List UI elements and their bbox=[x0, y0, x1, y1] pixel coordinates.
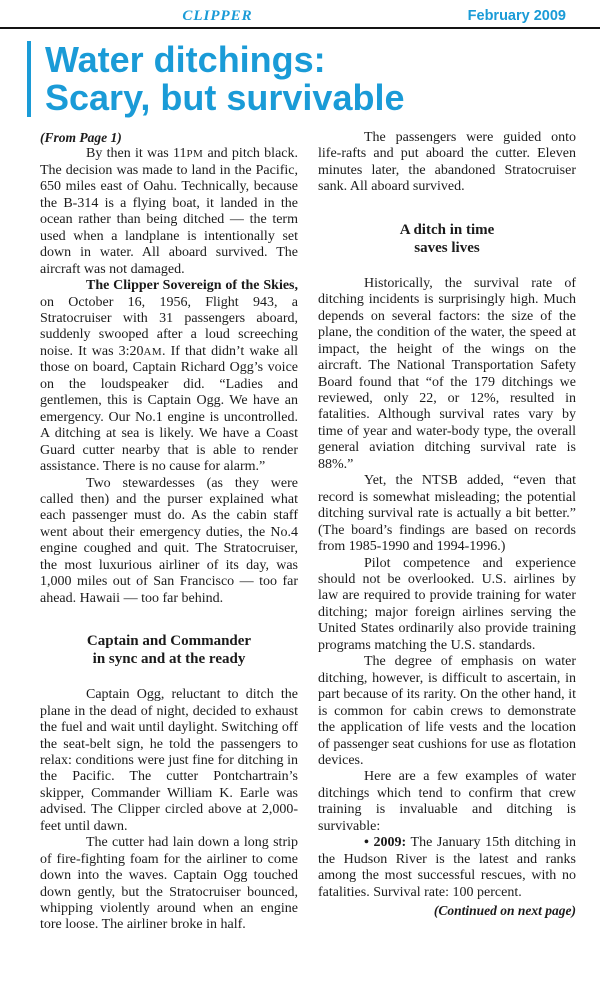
left-column bbox=[40, 130, 298, 934]
title-accent-bar bbox=[27, 41, 31, 117]
paragraph: The passengers were guided onto life-rafts and put aboard the cutter. Eleven minutes later, the abandoned Stratocruiser sank. All aboard survived. bbox=[318, 130, 576, 195]
masthead-title: CLIPPER bbox=[182, 8, 253, 24]
article-title-line1: Water ditchings: bbox=[45, 39, 326, 80]
issue-date: February 2009 bbox=[467, 8, 566, 24]
page-note: (Continued on next page) bbox=[433, 903, 576, 919]
paragraph: Captain Ogg, reluctant to ditch the plane in the dead of night, decided to exhaust the fuel and wait until daylight. Switching off the seat-belt sign, he told the passengers to relax: conditions were just fine for ditching in the Pacific. The cutter Pontchartrain’s skipper, Commander William K. Earle was advised. The Clipper circled above at 2,000-feet until dawn. bbox=[40, 687, 298, 834]
article-title-line2: Scary, but survivable bbox=[45, 77, 405, 118]
paragraph: The degree of emphasis on water ditching, however, is difficult to ascertain, in part because of its rarity. On the other hand, it is common for cabin crews to demonstrate the application of life vests and the location of passenger seat cushions for use as flotation devices. bbox=[318, 654, 576, 768]
paragraph: The cutter had lain down a long strip of fire-fighting foam for the airliner to come down into the waves. Captain Ogg touched down gently, but the Stratocruiser bounced, whipping violently around when an engine tore loose. The airliner broke in half. bbox=[40, 835, 298, 933]
article-body bbox=[40, 130, 576, 934]
paragraph: By then it was 11PM and pitch black. The decision was made to land in the Pacific, 650 miles east of Oahu. Technically, because the B-314 is a flying boat, it landed in the ocean rather than being ditched — the term used when a landplane is intentionally set down in water. All aboard survived. The aircraft was not damaged. bbox=[40, 146, 298, 277]
paragraph: • 2009: The January 15th ditching in the Hudson River is the latest and ranks among the most successful rescues, with no fatalities. Survival rate: 100 percent. bbox=[318, 835, 576, 900]
section-heading: Captain and Commander in sync and at the ready bbox=[86, 633, 252, 668]
section-heading: A ditch in time saves lives bbox=[399, 221, 495, 256]
paragraph: The Clipper Sovereign of the Skies, on October 16, 1956, Flight 943, a Stratocruiser with 31 passengers aboard, suddenly swooped after a loud screeching noise. It was 3:20AM. If that didn’t wake all those on board, Captain Richard Ogg’s voice on the loudspeaker did. “Ladies and gentlemen, this is Captain Ogg. We have an emergency. Our No.1 engine is uncontrolled. A ditching at sea is likely. We have a Coast Guard cutter nearby that is able to render assistance. There is no cause for alarm.” bbox=[40, 278, 298, 475]
paragraph: Historically, the survival rate of ditching incidents is surprisingly high. Much depends on several factors: the size of the plane, the condition of the water, the speed at impact, the height of the wings on the aircraft. The National Transportation Safety Board found that “of the 179 ditchings we reviewed, only 22, or 12%, resulted in fatalities. Although survival rates vary by time of year and water-body type, the overall general aviation ditching survival rate is 88%.” bbox=[318, 275, 576, 472]
paragraph: Pilot competence and experience should not be overlooked. U.S. airlines by law are required to provide training for water ditching; major foreign airlines serving the United States ordinarily also provide training programs matching the U.S. standards. bbox=[318, 555, 576, 653]
page-note: (From Page 1) bbox=[40, 130, 122, 145]
right-column bbox=[318, 130, 576, 934]
article-title bbox=[45, 41, 405, 117]
header-rule bbox=[0, 27, 600, 29]
article-title-block bbox=[27, 41, 405, 117]
paragraph: Two stewardesses (as they were called then) and the purser explained what each passenger must do. As the cabin staff went about their emergency duties, the No.4 engine coughed and quit. The Stratocruiser, the most luxurious airliner of its day, was 1,000 miles out of San Francisco — too far ahead. Hawaii — too far behind. bbox=[40, 475, 298, 606]
paragraph: Yet, the NTSB added, “even that record is somewhat misleading; the potential ditching survival rate is actually a bit better.” (The board’s findings are based on records from 1985-1990 and 1994-1996.) bbox=[318, 473, 576, 555]
paragraph: Here are a few examples of water ditchings which tend to confirm that crew training is invaluable and ditching is survivable: bbox=[318, 769, 576, 834]
running-header bbox=[0, 6, 600, 26]
